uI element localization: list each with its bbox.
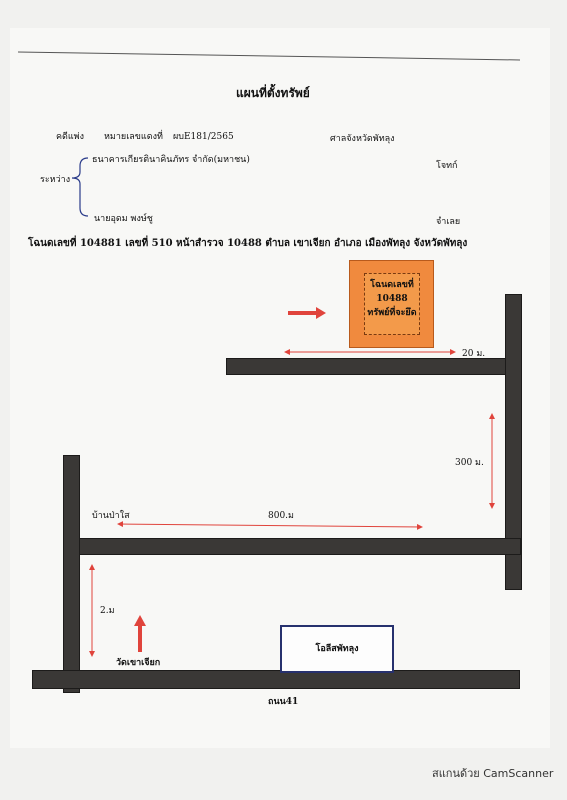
- temple-label: วัดเขาเจียก: [116, 658, 161, 668]
- distance-2m: 2.ม: [100, 606, 115, 616]
- property-line1: โฉนดเลขที่: [370, 280, 414, 290]
- pointer-arrowhead: [316, 307, 326, 319]
- property-line2: 10488: [376, 294, 408, 304]
- camscanner-watermark: สแกนด้วย CamScanner: [432, 767, 554, 780]
- case-number-label: หมายเลขแดงที่: [104, 132, 163, 142]
- temple-arrowhead: [134, 615, 146, 626]
- between-label: ระหว่าง: [40, 175, 71, 185]
- distance-20m: 20 ม.: [462, 349, 486, 359]
- plaintiff-name: ธนาคารเกียรตินาคินภัทร จำกัด(มหาชน): [92, 155, 250, 165]
- road-41-label: ถนน41: [268, 697, 299, 707]
- court-name: ศาลจังหวัดพัทลุง: [330, 134, 395, 144]
- property-line3: ทรัพย์ที่จะยึด: [367, 308, 417, 318]
- school-building: โอลีสพัทลุง: [280, 625, 394, 673]
- distance-800m: 800.ม: [268, 511, 294, 521]
- defendant-role: จำเลย: [436, 217, 461, 227]
- village-label: บ้านป่าใส: [92, 511, 130, 521]
- plaintiff-role: โจทก์: [436, 161, 458, 171]
- deed-info-line: โฉนดเลขที่ 104881 เลขที่ 510 หน้าสำรวจ 10488 ตำบล เขาเจียก อำเภอ เมืองพัทลุง จังหวัดพัทลุง: [28, 238, 468, 249]
- dim-800m-line: [118, 524, 422, 527]
- case-number: ผบE181/2565: [173, 132, 234, 142]
- case-type-label: คดีแพ่ง: [56, 132, 84, 142]
- defendant-name: นายอุดม พงษ์ชู: [94, 214, 153, 224]
- map-title: แผนที่ตั้งทรัพย์: [236, 86, 310, 100]
- distance-300m: 300 ม.: [455, 458, 484, 468]
